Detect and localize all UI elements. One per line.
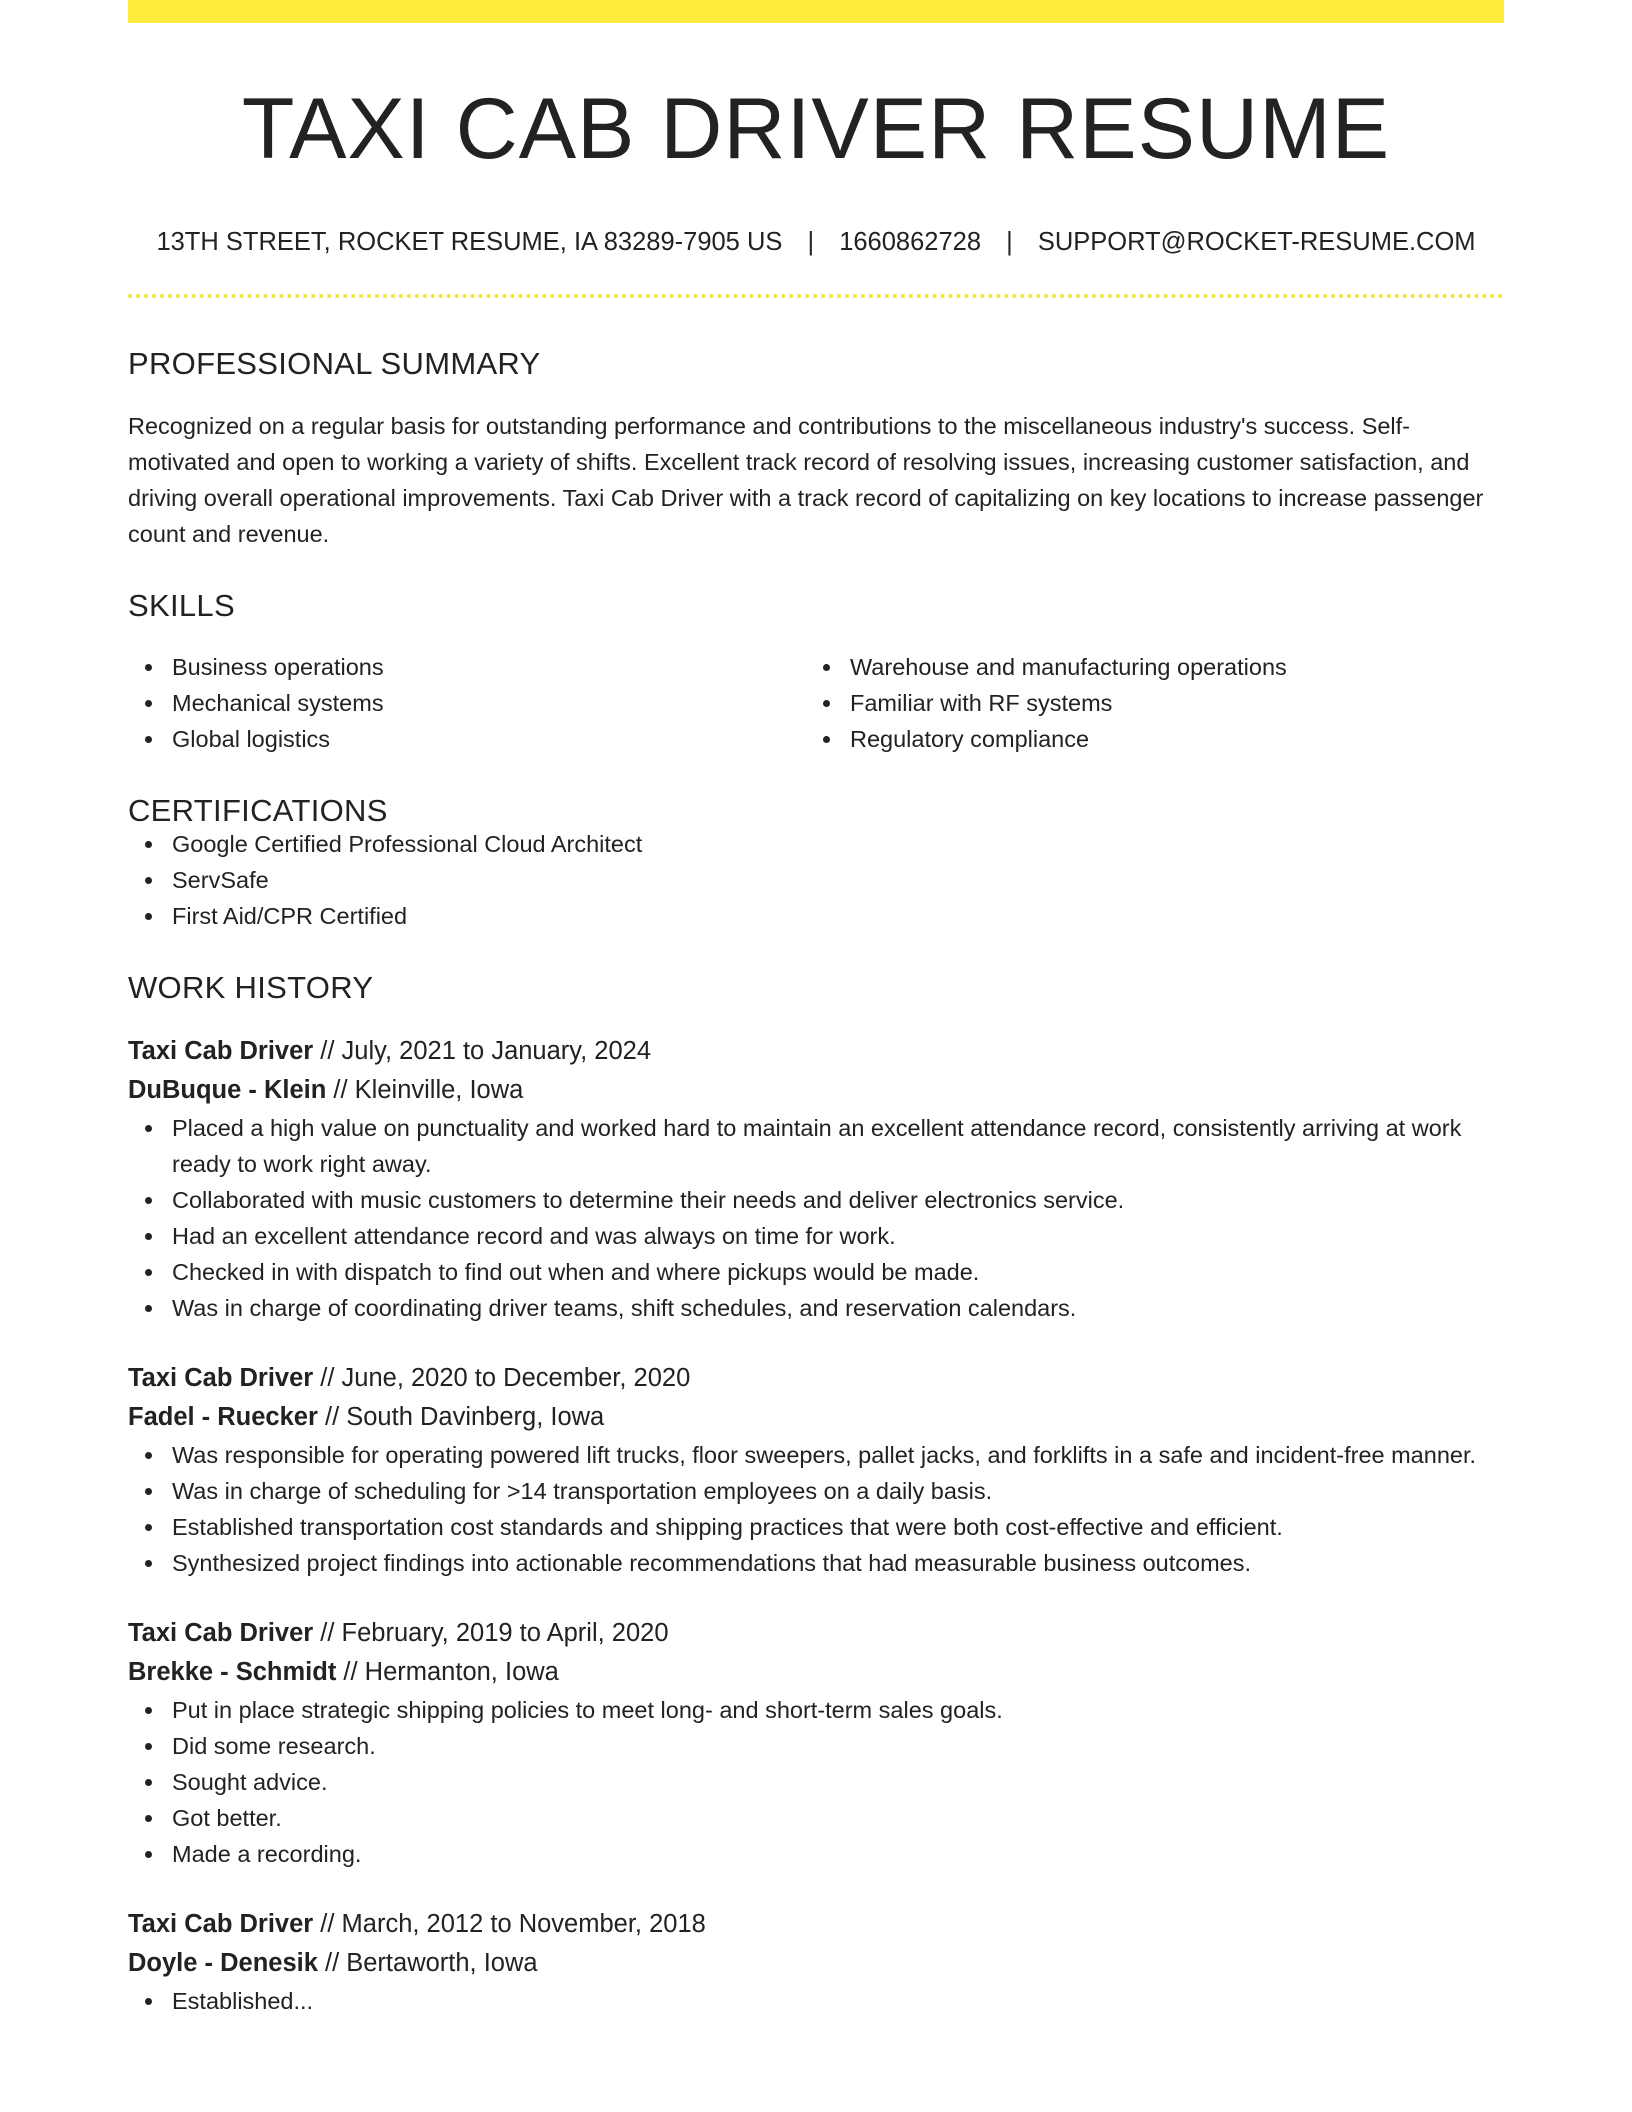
job-bullet: Synthesized project findings into actionable recommendations that had measurable business outcomes. — [128, 1545, 1504, 1581]
certifications-heading: CERTIFICATIONS — [128, 792, 388, 828]
job-company-line — [128, 1944, 1504, 1983]
skills-heading: SKILLS — [128, 587, 235, 623]
job-bullet: Placed a high value on punctuality and worked hard to maintain an excellent attendance record, consistently arriving at work ready to work right away. — [128, 1110, 1504, 1182]
summary-text: Recognized on a regular basis for outstanding performance and contributions to the miscellaneous industry's success. Self-motivated and open to working a variety of shifts. Excellent track record of resolving issues, increasing customer satisfaction, and driving overall operational improvements. Taxi Cab Driver with a track record of capitalizing on key locations to increase passenger count and revenue. — [128, 412, 1484, 547]
skill-item: Mechanical systems — [128, 685, 806, 721]
job-bullet: Checked in with dispatch to find out when and where pickups would be made. — [128, 1254, 1504, 1290]
job-location: // Hermanton, Iowa — [336, 1657, 559, 1686]
job-title: Taxi Cab Driver — [128, 1036, 314, 1065]
job-dates: // July, 2021 to January, 2024 — [313, 1036, 652, 1065]
job-location: // South Davinberg, Iowa — [317, 1402, 605, 1431]
job-dates: // March, 2012 to November, 2018 — [313, 1909, 706, 1938]
job-bullet: Did some research. — [128, 1728, 1504, 1764]
skills-list-left — [128, 649, 806, 757]
skill-item: Familiar with RF systems — [806, 685, 1484, 721]
job-bullet: Put in place strategic shipping policies to meet long- and short-term sales goals. — [128, 1692, 1504, 1728]
job-dates: // June, 2020 to December, 2020 — [313, 1363, 691, 1392]
certification-item: First Aid/CPR Certified — [128, 898, 1504, 934]
job-title: Taxi Cab Driver — [128, 1363, 314, 1392]
job-title: Taxi Cab Driver — [128, 1618, 314, 1647]
job-bullet: Collaborated with music customers to determine their needs and deliver electronics service. — [128, 1182, 1504, 1218]
certification-item: Google Certified Professional Cloud Architect — [128, 826, 1504, 862]
job-company: Doyle - Denesik — [128, 1948, 318, 1977]
job-company: Brekke - Schmidt — [128, 1657, 337, 1686]
job-bullet: Was responsible for operating powered lift trucks, floor sweepers, pallet jacks, and forklifts in a safe and incident-free manner. — [128, 1437, 1504, 1473]
certification-item: ServSafe — [128, 862, 1504, 898]
job-title-line — [128, 1614, 1504, 1653]
job-title-line — [128, 1359, 1504, 1398]
job-bullets — [128, 1110, 1504, 1326]
job-company-line — [128, 1398, 1504, 1437]
job-company: DuBuque - Klein — [128, 1075, 327, 1104]
job-entry — [128, 1614, 1504, 1872]
job-entry — [128, 1359, 1504, 1581]
job-location: // Bertaworth, Iowa — [317, 1948, 538, 1977]
job-bullet: Got better. — [128, 1800, 1504, 1836]
job-title: Taxi Cab Driver — [128, 1909, 314, 1938]
contact-email: SUPPORT@ROCKET-RESUME.COM — [1037, 228, 1476, 256]
skills-list-right — [806, 649, 1484, 757]
contact-separator: | — [1006, 228, 1013, 256]
skills-columns — [128, 649, 1504, 757]
contact-address: 13TH STREET, ROCKET RESUME, IA 83289-7905 US — [156, 228, 783, 256]
skill-item: Business operations — [128, 649, 806, 685]
work-history-heading: WORK HISTORY — [128, 969, 374, 1005]
resume-page — [128, 0, 1504, 2019]
contact-phone: 1660862728 — [839, 228, 982, 256]
job-bullet: Had an excellent attendance record and was always on time for work. — [128, 1218, 1504, 1254]
job-bullets — [128, 1692, 1504, 1872]
resume-title: TAXI CAB DRIVER RESUME — [241, 81, 1391, 177]
contact-separator: | — [807, 228, 815, 256]
job-bullet: Established... — [128, 1983, 1504, 2019]
skill-item: Regulatory compliance — [806, 721, 1484, 757]
job-title-line — [128, 1032, 1504, 1071]
job-bullet: Established transportation cost standards and shipping practices that were both cost-effective and efficient. — [128, 1509, 1504, 1545]
job-location: // Kleinville, Iowa — [326, 1075, 524, 1104]
job-bullet: Made a recording. — [128, 1836, 1504, 1872]
job-bullets — [128, 1983, 1504, 2019]
job-company-line — [128, 1653, 1504, 1692]
summary-heading: PROFESSIONAL SUMMARY — [128, 345, 541, 381]
certifications-list — [128, 826, 1504, 934]
job-bullet: Was in charge of coordinating driver teams, shift schedules, and reservation calendars. — [128, 1290, 1504, 1326]
job-dates: // February, 2019 to April, 2020 — [313, 1618, 669, 1647]
job-entry — [128, 1905, 1504, 2019]
job-bullets — [128, 1437, 1504, 1581]
skill-item: Global logistics — [128, 721, 806, 757]
job-title-line — [128, 1905, 1504, 1944]
job-bullet: Sought advice. — [128, 1764, 1504, 1800]
job-company: Fadel - Ruecker — [128, 1402, 318, 1431]
contact-line — [128, 230, 1504, 256]
job-bullet: Was in charge of scheduling for >14 transportation employees on a daily basis. — [128, 1473, 1504, 1509]
accent-bar — [128, 0, 1504, 23]
job-company-line — [128, 1071, 1504, 1110]
dotted-divider — [128, 294, 1504, 298]
job-entry — [128, 1032, 1504, 1326]
skill-item: Warehouse and manufacturing operations — [806, 649, 1484, 685]
